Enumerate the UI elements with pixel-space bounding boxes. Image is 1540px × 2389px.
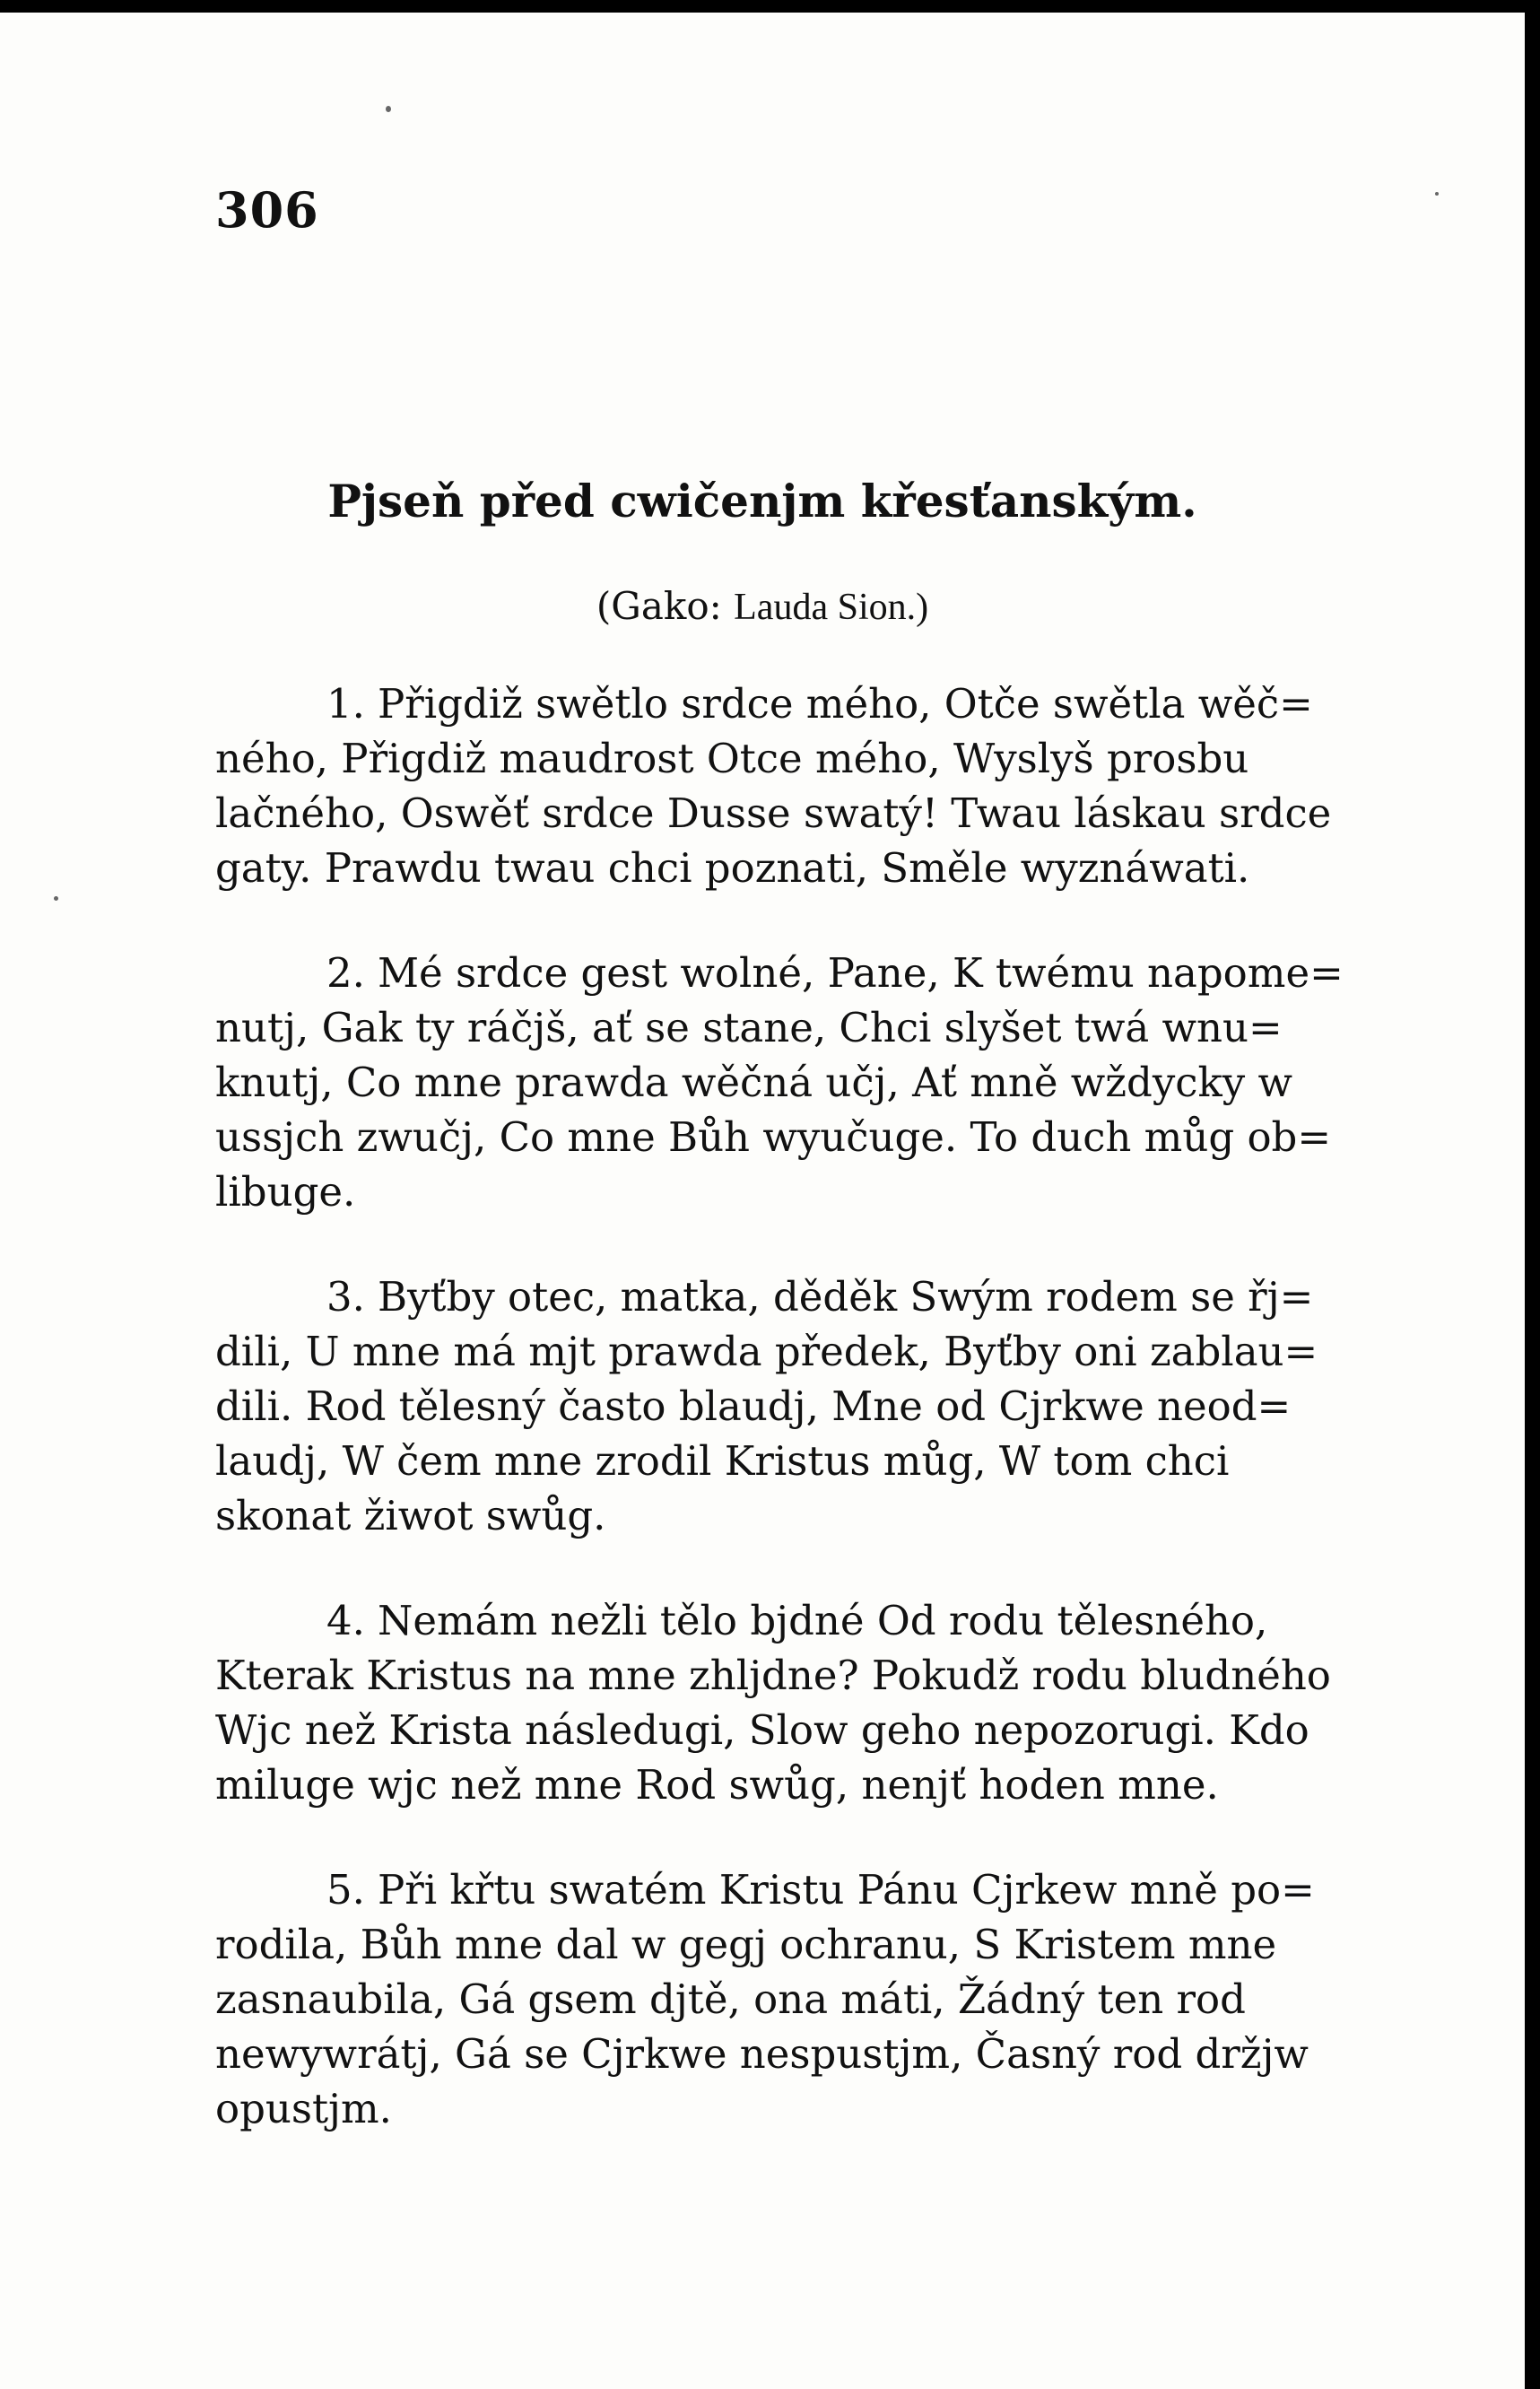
verse-number: 3. <box>326 1273 365 1321</box>
verse-line: ussjch zwučj, Co mne Bůh wyučuge. To duch můg ob= <box>215 1113 1332 1161</box>
verse-line: 4. Nemám nežli tělo bjdné Od rodu tělesného, <box>326 1597 1268 1644</box>
verse-line: opustjm. <box>215 2085 392 2132</box>
ink-speck <box>1435 192 1439 196</box>
scan-top-edge <box>0 0 1540 13</box>
verse-line: rodila, Bůh mne dal w gegj ochranu, S Kristem mne <box>215 1921 1277 1968</box>
verse-line: skonat žiwot swůg. <box>215 1492 606 1539</box>
scan-right-edge <box>1525 0 1540 2389</box>
hymn-title: Pjseň před cwičenjm křesťanským. <box>327 475 1197 527</box>
verse-line: gaty. Prawdu twau chci poznati, Směle wyznáwati. <box>215 844 1250 892</box>
verse-line: lačného, Oswěť srdce Dusse swatý! Twau láskau srdce <box>215 789 1332 837</box>
verse-line: knutj, Co mne prawda wěčná učj, Ať mně wždycky w <box>215 1059 1292 1106</box>
verse-line: nutj, Gak ty ráčjš, ať se stane, Chci slyšet twá wnu= <box>215 1004 1283 1051</box>
verse-line: 1. Přigdiž swětlo srdce mého, Otče swětla wěč= <box>326 680 1313 728</box>
verse-line: Wjc než Krista následugi, Slow geho nepozorugi. Kdo <box>215 1706 1309 1754</box>
verse-line: miluge wjc než mne Rod swůg, nenjť hoden mne. <box>215 1761 1219 1809</box>
verse-2 <box>215 946 1372 1219</box>
verse-line: 5. Při křtu swatém Kristu Pánu Cjrkew mně po= <box>326 1866 1315 1914</box>
verse-3 <box>215 1269 1372 1543</box>
melody-prefix: (Gako: <box>596 584 722 628</box>
melody-tune: Lauda Sion.) <box>734 587 929 628</box>
page-number: 306 <box>215 181 319 239</box>
verses <box>215 676 1372 2186</box>
melody-note <box>0 584 1525 629</box>
verse-line: Kterak Kristus na mne zhljdne? Pokudž rodu bludného <box>215 1652 1331 1699</box>
verse-1 <box>215 676 1372 895</box>
verse-line: newywrátj, Gá se Cjrkwe nespustjm, Časný rod držjw <box>215 2030 1309 2078</box>
book-page <box>0 13 1525 2389</box>
verse-line: dili, U mne má mjt prawda předek, Byťby oni zablau= <box>215 1328 1318 1375</box>
verse-number: 1. <box>326 680 365 728</box>
verse-line: laudj, W čem mne zrodil Kristus můg, W tom chci <box>215 1437 1230 1485</box>
verse-line: 3. Byťby otec, matka, děděk Swým rodem se řj= <box>326 1273 1314 1321</box>
verse-number: 2. <box>326 949 365 997</box>
verse-number: 4. <box>326 1597 365 1644</box>
verse-4 <box>215 1593 1372 1812</box>
ink-speck <box>386 106 391 112</box>
verse-number: 5. <box>326 1866 365 1914</box>
verse-line: zasnaubila, Gá gsem djtě, ona máti, Žádný ten rod <box>215 1975 1246 2023</box>
verse-line: libuge. <box>215 1168 356 1216</box>
verse-line: ného, Přigdiž maudrost Otce mého, Wyslyš prosbu <box>215 735 1249 782</box>
ink-speck <box>54 896 58 901</box>
verse-5 <box>215 1862 1372 2136</box>
verse-line: dili. Rod tělesný často blaudj, Mne od Cjrkwe neod= <box>215 1382 1292 1430</box>
verse-line: 2. Mé srdce gest wolné, Pane, K twému napome= <box>326 949 1344 997</box>
